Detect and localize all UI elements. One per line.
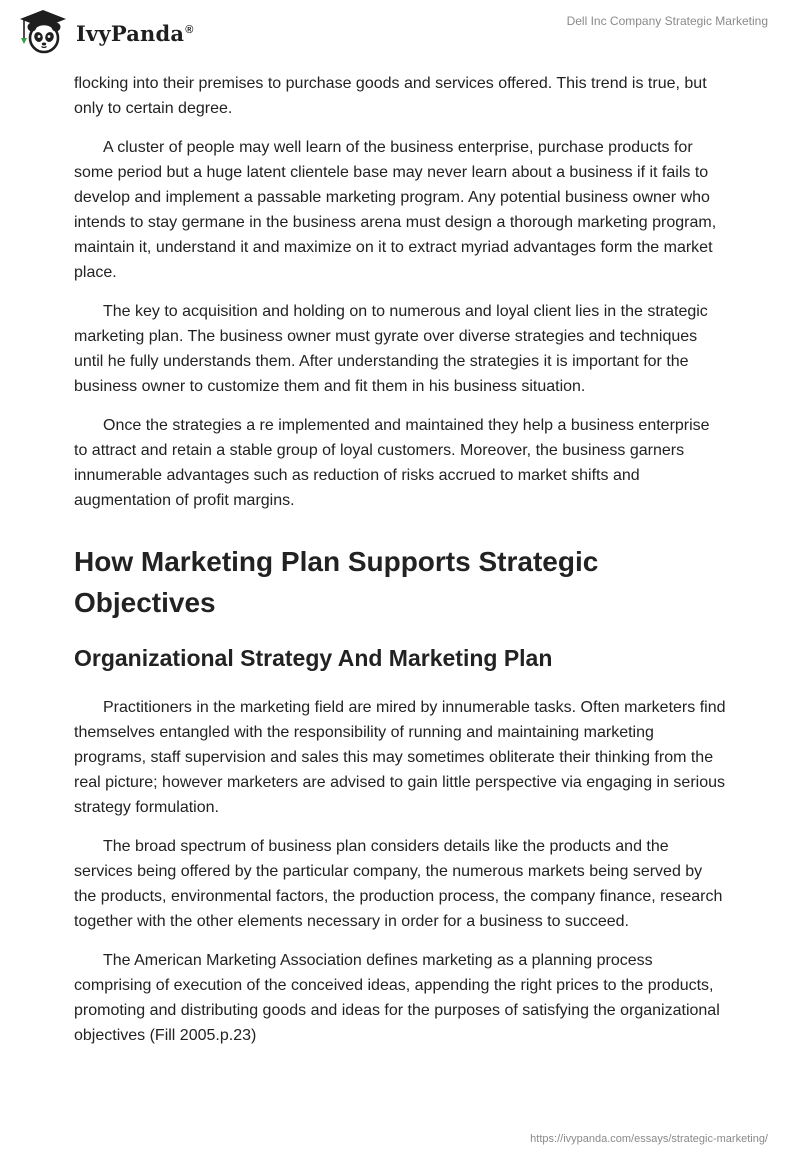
document-title: Dell Inc Company Strategic Marketing bbox=[566, 14, 768, 28]
source-url[interactable]: https://ivypanda.com/essays/strategic-marketing/ bbox=[530, 1133, 768, 1145]
paragraph: Practitioners in the marketing field are mired by innumerable tasks. Often marketers find themselves entangled with the responsibility of running and maintaining marketing programs, staff supervision and sales this may sometimes obliterate their thinking from the real picture; however marketers are advised to gain little perspective via engaging in serious strategy formulation. bbox=[74, 699, 726, 816]
brand-name: IvyPanda® bbox=[76, 20, 194, 46]
ivypanda-logo[interactable] bbox=[16, 8, 194, 56]
section-heading: How Marketing Plan Supports Strategic Objectives bbox=[74, 546, 599, 618]
page-header bbox=[0, 0, 800, 68]
paragraph: The broad spectrum of business plan considers details like the products and the services being offered by the particular company, the numerous markets being served by the products, environmental factors, the production process, the company finance, research together with the other elements necessary in order for a business to succeed. bbox=[74, 838, 723, 930]
paragraph: flocking into their premises to purchase goods and services offered. This trend is true, but only to certain degree. bbox=[74, 75, 707, 117]
paragraph: Once the strategies a re implemented and maintained they help a business enterprise to attract and retain a stable group of loyal customers. Moreover, the business garners innumerable advantages such as reduction of risks accrued to market shifts and augmentation of profit margins. bbox=[74, 417, 710, 509]
paragraph: A cluster of people may well learn of the business enterprise, purchase products for some period but a huge latent clientele base may never learn about a business if it fails to develop and implement a passable marketing program. Any potential business owner who intends to stay germane in the business arena must design a thorough marketing program, maintain it, understand it and maximize on it to extract myriad advantages form the market place. bbox=[74, 139, 717, 281]
paragraph: The American Marketing Association defines marketing as a planning process comprising of execution of the conceived ideas, appending the right prices to the products, promoting and distributing goods and ideas for the purposes of satisfying the organizational objectives (Fill 2005.p.23) bbox=[74, 952, 720, 1044]
registered-mark: ® bbox=[185, 23, 194, 36]
panda-graduate-icon bbox=[16, 8, 70, 56]
subsection-heading: Organizational Strategy And Marketing Plan bbox=[74, 645, 553, 671]
essay-content bbox=[74, 71, 726, 1062]
paragraph: The key to acquisition and holding on to numerous and loyal client lies in the strategic marketing plan. The business owner must gyrate over diverse strategies and techniques until he fully understands them. After understanding the strategies it is important for the business owner to customize them and fit them in his business situation. bbox=[74, 303, 708, 395]
